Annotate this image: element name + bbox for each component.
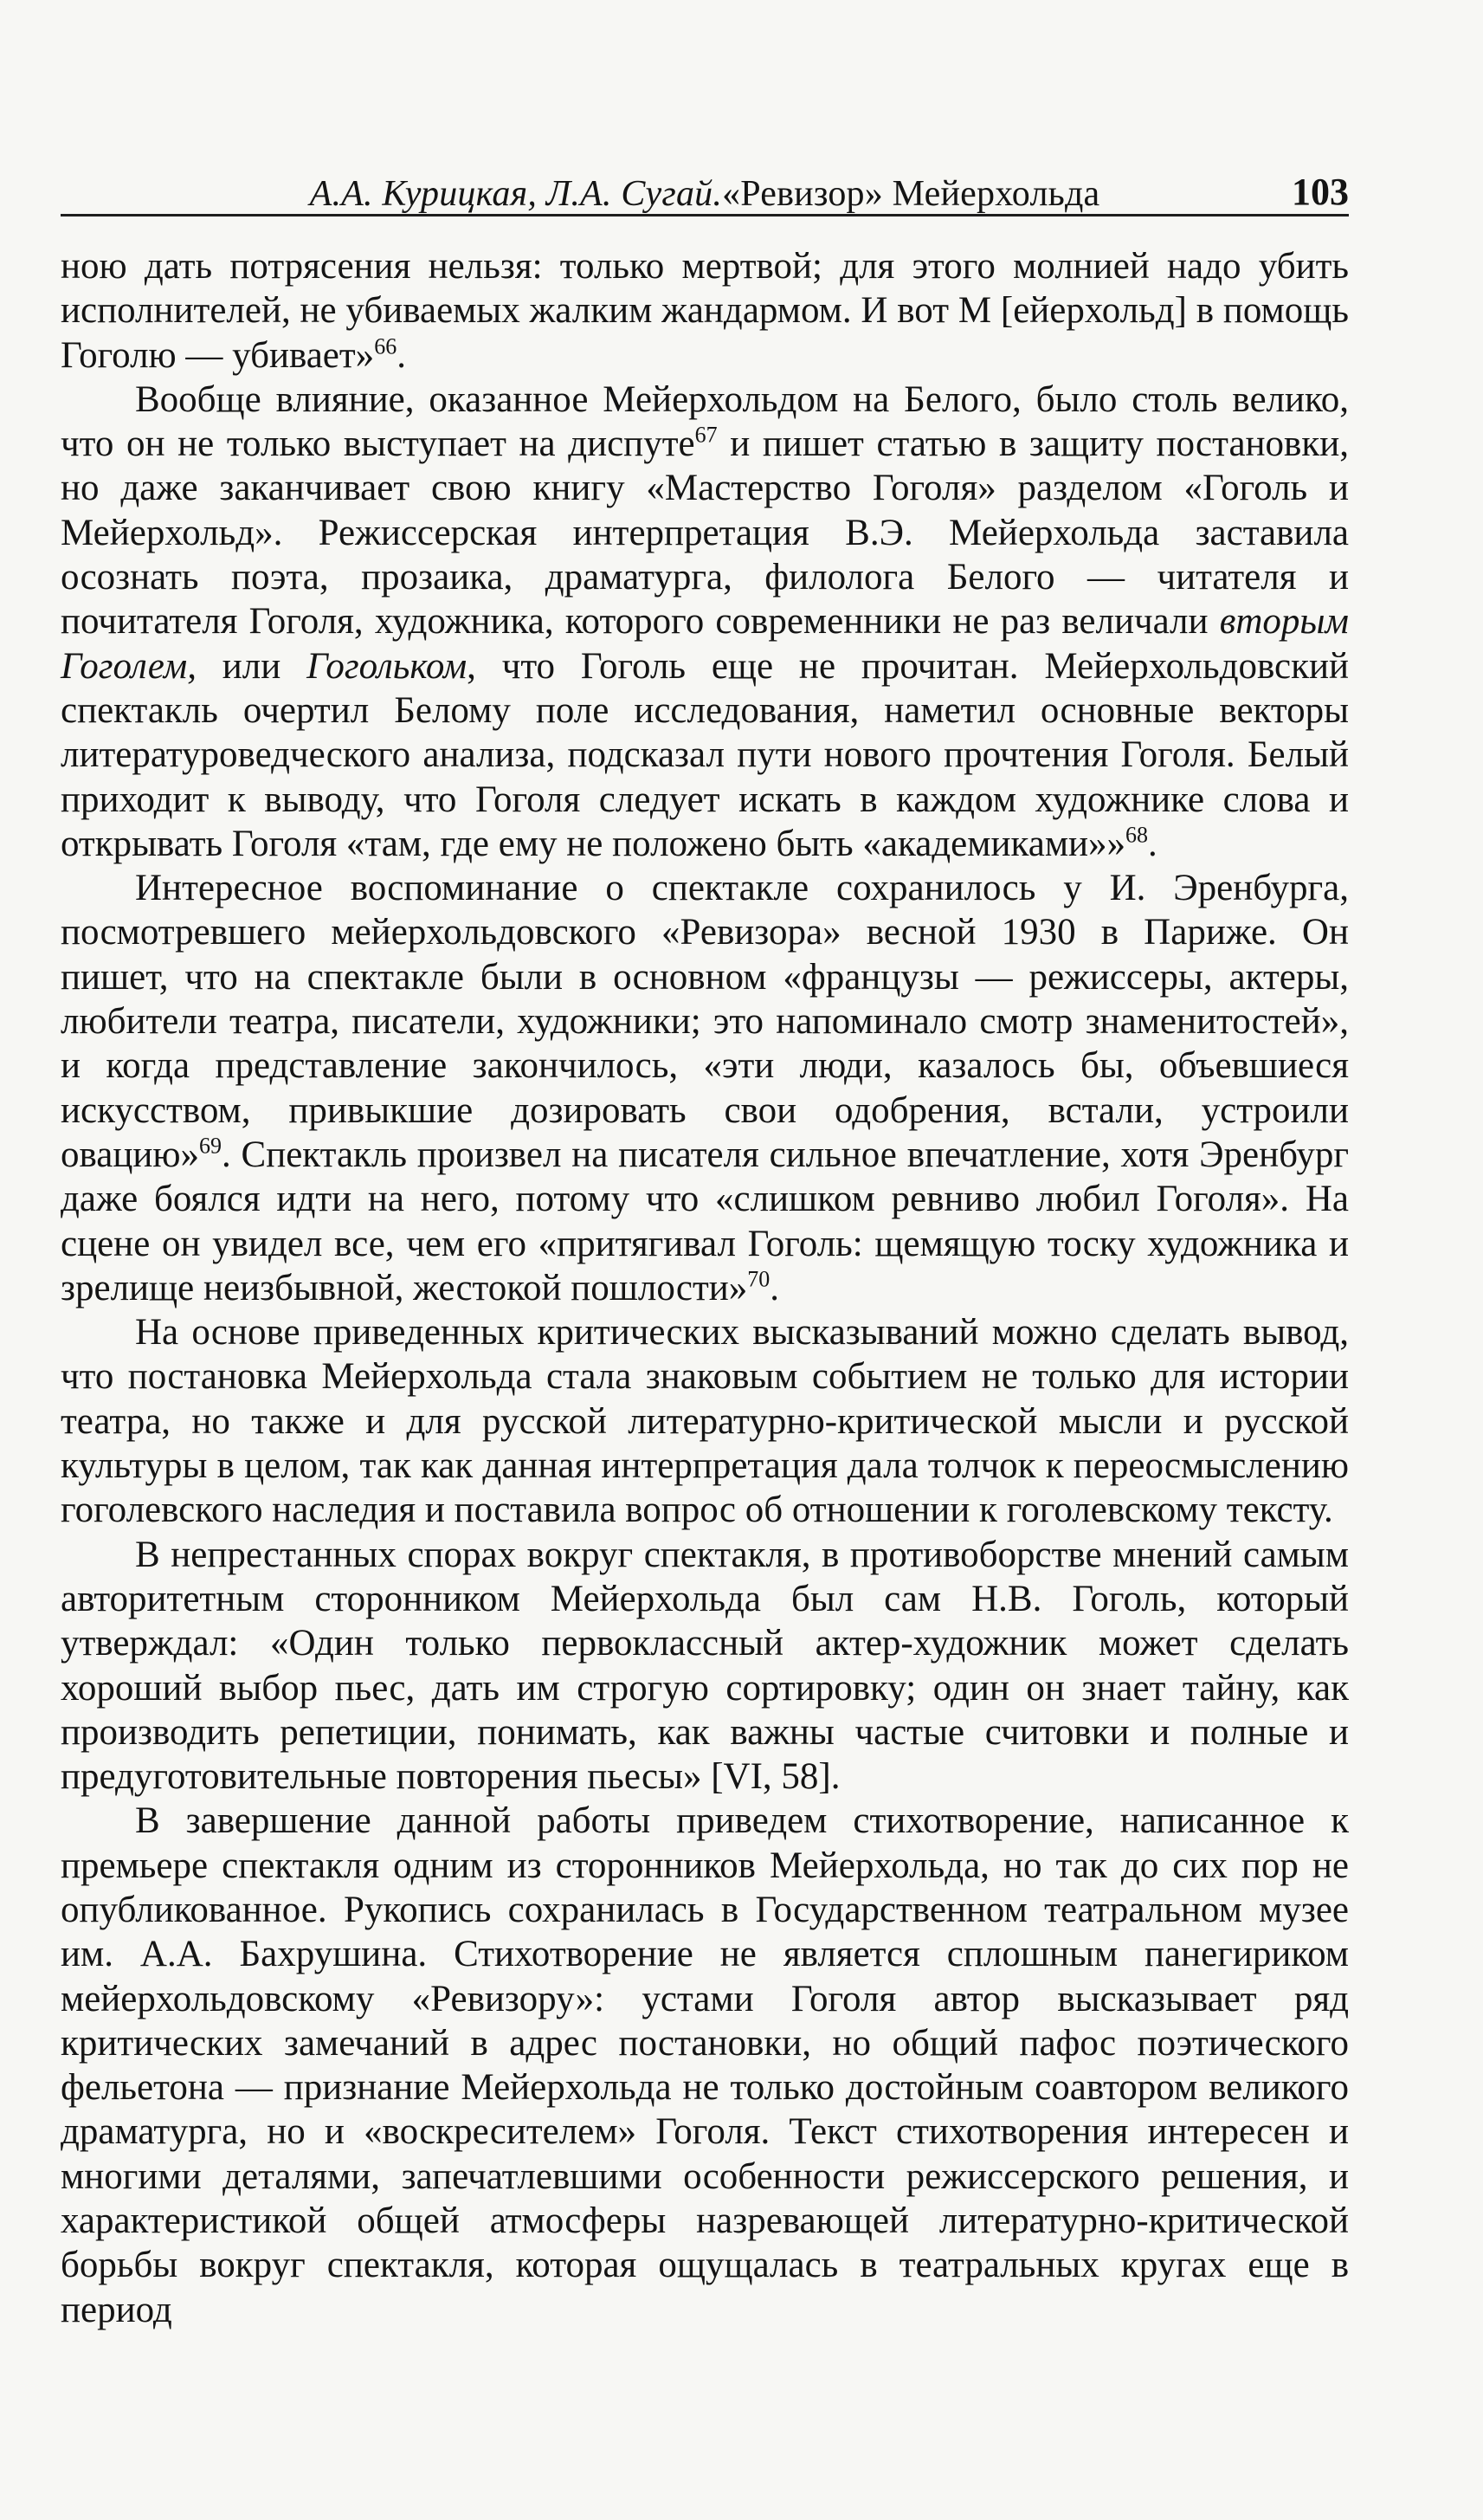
page-number: 103 (1292, 171, 1349, 213)
footnote-marker: 66 (374, 333, 397, 359)
paragraph (61, 866, 1349, 1310)
footnote-marker: 70 (747, 1266, 771, 1292)
main-text (61, 244, 1349, 2332)
paragraph-text: ною дать потрясения нельзя: только мертвой; для этого молнией надо убить исполнителей, не убиваемых жалким жандармом. И вот М [ейерхольд] в помощь Гоголю — убивает» (61, 246, 1349, 376)
running-header (61, 159, 1349, 216)
header-rule (61, 214, 1349, 216)
footnote-marker: 68 (1125, 822, 1149, 848)
paragraph-text: В непрестанных спорах вокруг спектакля, в противоборстве мнений самым авторитетным сторонником Мейерхольда был сам Н.В. Гоголь, который утверждал: «Один только первоклассный актер-художник может сделать хороший выбор пьес, дать им строгую сортировку; один он знает тайну, как производить репетиции, понимать, как важны частые считовки и полные и предуготовительные повторения пьесы» [VI, 58]. (61, 1534, 1349, 1798)
paragraph-text: Вообще влияние, оказанное Мейерхольдом на Белого, было столь велико, что он не только выступает на диспуте (61, 378, 1349, 465)
header-title: «Ревизор» Мейерхольда (722, 174, 1100, 214)
paragraph-text: , что Гоголь еще не прочитан. Мейерхольдовский спектакль очертил Белому поле исследования, наметил основные векторы литературоведческого анализа, подсказал пути нового прочтения Гоголя. Белый приходит к выводу, что Гоголя следует искать в каждом художнике слова и открывать Гоголя «там, где ему не положено быть «академиками»» (61, 645, 1349, 864)
paragraph (61, 1310, 1349, 1532)
paragraph-text: В завершение данной работы приведем стихотворение, написанное к премьере спектакля одним из сторонников Мейерхольда, но так до сих пор не опубликованное. Рукопись сохранилась в Государственном театральном музее им. А.А. Бахрушина. Стихотворение не является сплошным панегириком мейерхольдовскому «Ревизору»: устами Гоголя автор высказывает ряд критических замечаний в адрес постановки, но общий пафос поэтического фельетона — признание Мейерхольда не только достойным соавтором великого драматурга, но и «воскресителем» Гоголя. Текст стихотворения интересен и многими деталями, запечатлевшими особенности режиссерского решения, и характеристикой общей атмосферы назревающей литературно-критической борьбы вокруг спектакля, которая ощущалась в театральных кругах еще в период (61, 1800, 1349, 2330)
paragraph-text: . (770, 1267, 780, 1308)
paragraph-text: и пишет статью в защиту постановки, но даже заканчивает свою книгу «Мастерство Гоголя» разделом «Гоголь и Мейерхольд». Режиссерская интерпретация В.Э. Мейерхольда заставила осознать поэта, прозаика, драматурга, филолога Белого — читателя и почитателя Гоголя, художника, которого современники не раз величали (61, 423, 1349, 643)
footnote-marker: 67 (694, 422, 718, 448)
italic-text: Гогольком (306, 645, 467, 687)
paragraph-text: . (397, 334, 406, 376)
paragraph (61, 1533, 1349, 1800)
footnote-marker: 69 (198, 1133, 222, 1159)
italic-text: вторым Гоголем, (61, 601, 1349, 687)
paragraph-text: Интересное воспоминание о спектакле сохранилось у И. Эренбурга, посмотревшего мейерхольдовского «Ревизора» весной 1930 в Париже. Он пишет, что на спектакле были в основном «французы — режиссеры, актеры, любители театра, писатели, художники; это напоминало смотр знаменитостей», и когда представление закончилось, «эти люди, казалось бы, объевшиеся искусством, привыкшие дозировать свои одобрения, встали, устроили овацию» (61, 868, 1349, 1175)
header-authors: А.А. Курицкая, Л.А. Сугай. (309, 174, 723, 214)
running-title (61, 173, 1349, 215)
paragraph (61, 1799, 1349, 2332)
paragraph-text: . Спектакль произвел на писателя сильное впечатление, хотя Эренбург даже боялся идти на него, потому что «слишком ревниво любил Гоголя». На сцене он увидел все, чем его «притягивал Гоголь: щемящую тоску художника и зрелище неизбывной, жестокой пошлости» (61, 1134, 1349, 1308)
paragraph-text: На основе приведенных критических высказываний можно сделать вывод, что постановка Мейерхольда стала знаковым событием не только для истории театра, но также и для русской литературно-критической мысли и русской культуры в целом, так как данная интерпретация дала толчок к переосмыслению гоголевского наследия и поставила вопрос об отношении к гоголевскому тексту. (61, 1312, 1349, 1531)
paragraph (61, 378, 1349, 866)
paragraph (61, 244, 1349, 378)
paragraph-text: . (1148, 823, 1157, 864)
paragraph-text: или (196, 645, 307, 687)
